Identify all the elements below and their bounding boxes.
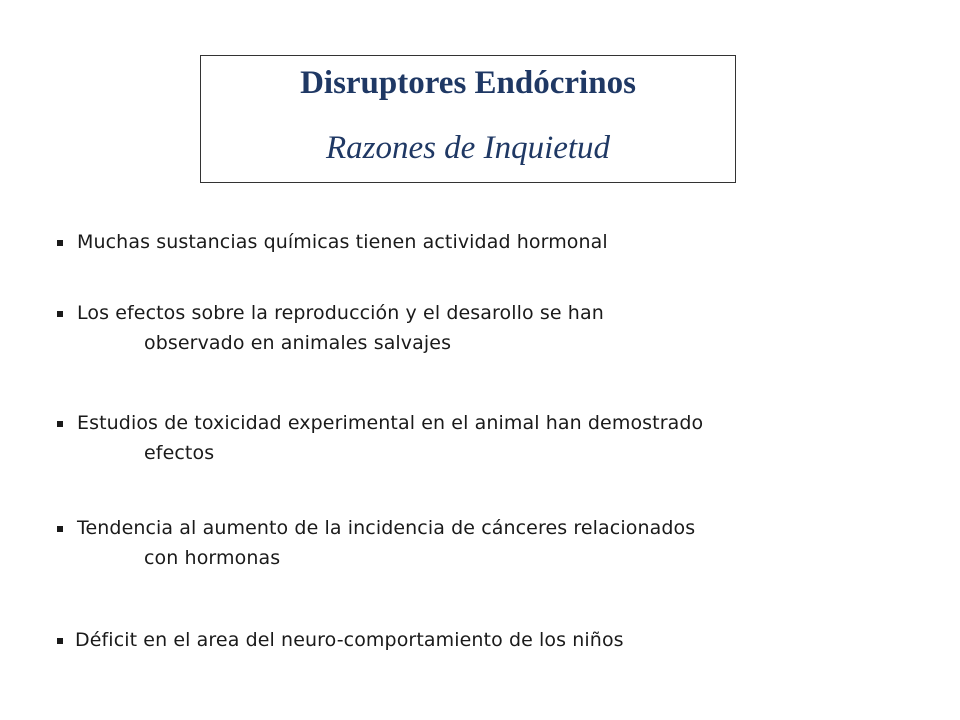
title-box [200,55,736,183]
bullet-text-continuation: efectos [144,442,215,464]
bullet-marker-icon [57,240,63,246]
bullet-text: Tendencia al aumento de la incidencia de cánceres relacionados [77,517,696,539]
bullet-marker-icon [57,526,63,532]
bullet-text: Los efectos sobre la reproducción y el desarollo se han [77,302,604,324]
bullet-marker-icon [57,311,63,317]
bullet-text: Muchas sustancias químicas tienen actividad hormonal [77,231,608,253]
bullet-text: Déficit en el area del neuro-comportamiento de los niños [75,629,624,651]
bullet-marker-icon [57,421,63,427]
bullet-text: Estudios de toxicidad experimental en el animal han demostrado [77,412,704,434]
bullet-marker-icon [57,638,63,644]
bullet-text-continuation: observado en animales salvajes [144,332,452,354]
slide-subtitle: Razones de Inquietud [325,130,611,166]
bullet-text-continuation: con hormonas [144,547,281,569]
slide-title: Disruptores Endócrinos [300,65,636,101]
